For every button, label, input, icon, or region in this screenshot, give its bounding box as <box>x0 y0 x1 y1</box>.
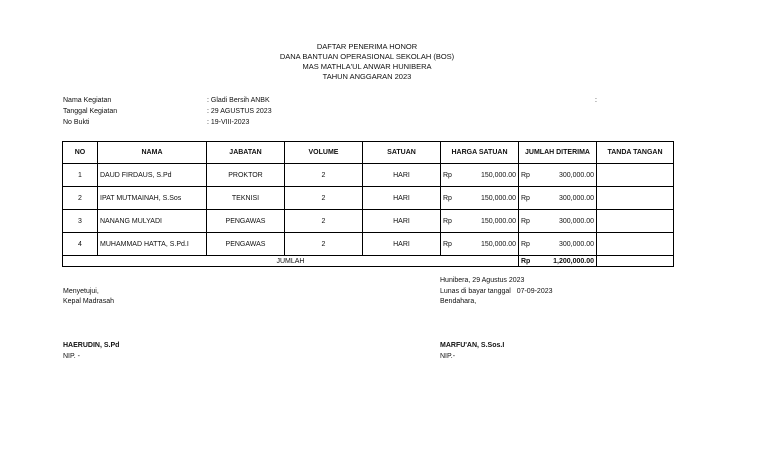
table-row <box>63 233 674 256</box>
meta-value-bukti: : 19-VIII-2023 <box>207 119 250 126</box>
meta-label-bukti: No Bukti <box>63 119 90 126</box>
cell-tanda-tangan <box>597 210 674 233</box>
kepala-name: HAERUDIN, S.Pd <box>63 342 120 349</box>
cell-jumlah-diterima <box>519 187 597 210</box>
cell-harga-satuan <box>441 187 519 210</box>
currency-label: Rp <box>443 217 452 225</box>
table-row <box>63 164 674 187</box>
amount: 300,000.00 <box>558 217 594 225</box>
col-header-jumlah-diterima: JUMLAH DITERIMA <box>519 142 597 164</box>
currency-label: Rp <box>443 194 452 202</box>
currency-label: Rp <box>521 257 531 265</box>
cell-volume: 2 <box>285 164 363 187</box>
honor-table <box>62 141 674 267</box>
cell-tanda-tangan <box>597 187 674 210</box>
amount: 150,000.00 <box>480 240 516 248</box>
place-date: Hunibera, 29 Agustus 2023 <box>440 277 525 284</box>
bendahara-nip: NIP.- <box>440 353 456 360</box>
cell-nama: NANANG MULYADI <box>98 210 207 233</box>
cell-harga-satuan <box>441 164 519 187</box>
amount: 150,000.00 <box>480 217 516 225</box>
currency-label: Rp <box>443 171 452 179</box>
cell-jabatan: PENGAWAS <box>207 210 285 233</box>
cell-no: 3 <box>63 210 98 233</box>
cell-satuan: HARI <box>363 233 441 256</box>
total-label: JUMLAH <box>63 256 519 267</box>
currency-label: Rp <box>443 240 452 248</box>
table-row <box>63 187 674 210</box>
col-header-volume: VOLUME <box>285 142 363 164</box>
cell-jabatan: TEKNISI <box>207 187 285 210</box>
currency-label: Rp <box>521 217 530 225</box>
paid-label: Lunas di bayar tanggal <box>440 288 511 295</box>
header-subtitle-bos: DANA BANTUAN OPERASIONAL SEKOLAH (BOS) <box>279 52 455 61</box>
cell-no: 4 <box>63 233 98 256</box>
header-year: TAHUN ANGGARAN 2023 <box>322 72 412 81</box>
bendahara-title: Bendahara, <box>440 298 477 305</box>
cell-tanda-tangan <box>597 164 674 187</box>
meta-value-kegiatan: : Gladi Bersih ANBK <box>207 97 270 104</box>
currency-label: Rp <box>521 194 530 202</box>
kepala-nip: NIP. - <box>63 353 80 360</box>
cell-nama: DAUD FIRDAUS, S.Pd <box>98 164 207 187</box>
amount: 300,000.00 <box>558 171 594 179</box>
cell-harga-satuan <box>441 210 519 233</box>
table-header-row <box>63 142 674 164</box>
cell-satuan: HARI <box>363 164 441 187</box>
currency-label: Rp <box>521 240 530 248</box>
total-amount <box>519 256 597 267</box>
meta-extra-colon: : <box>595 97 597 104</box>
currency-label: Rp <box>521 171 530 179</box>
document-header <box>0 42 734 82</box>
cell-volume: 2 <box>285 233 363 256</box>
amount: 150,000.00 <box>480 194 516 202</box>
cell-tanda-tangan <box>597 233 674 256</box>
meta-label-tanggal: Tanggal Kegiatan <box>63 108 118 115</box>
cell-nama: IPAT MUTMAINAH, S.Sos <box>98 187 207 210</box>
col-header-no: NO <box>63 142 98 164</box>
total-empty-cell <box>597 256 674 267</box>
col-header-jabatan: JABATAN <box>207 142 285 164</box>
header-title: DAFTAR PENERIMA HONOR <box>316 42 418 51</box>
meta-value-tanggal: : 29 AGUSTUS 2023 <box>207 108 272 115</box>
meta-label-kegiatan: Nama Kegiatan <box>63 97 112 104</box>
col-header-nama: NAMA <box>98 142 207 164</box>
cell-jabatan: PENGAWAS <box>207 233 285 256</box>
cell-satuan: HARI <box>363 210 441 233</box>
cell-harga-satuan <box>441 233 519 256</box>
cell-jumlah-diterima <box>519 164 597 187</box>
cell-volume: 2 <box>285 210 363 233</box>
cell-jumlah-diterima <box>519 210 597 233</box>
total-row <box>63 256 674 267</box>
approve-label: Menyetujui, <box>63 288 99 295</box>
header-school: MAS MATHLA'UL ANWAR HUNIBERA <box>302 62 432 71</box>
cell-volume: 2 <box>285 187 363 210</box>
amount: 300,000.00 <box>558 240 594 248</box>
table-row <box>63 210 674 233</box>
cell-jabatan: PROKTOR <box>207 164 285 187</box>
amount: 1,200,000.00 <box>553 257 594 265</box>
col-header-harga-satuan: HARGA SATUAN <box>441 142 519 164</box>
cell-no: 2 <box>63 187 98 210</box>
bendahara-name: MARFU'AN, S.Sos.I <box>440 342 505 349</box>
cell-satuan: HARI <box>363 187 441 210</box>
cell-jumlah-diterima <box>519 233 597 256</box>
amount: 300,000.00 <box>558 194 594 202</box>
paid-line <box>440 288 553 295</box>
col-header-satuan: SATUAN <box>363 142 441 164</box>
kepala-title: Kepal Madrasah <box>63 298 114 305</box>
cell-no: 1 <box>63 164 98 187</box>
amount: 150,000.00 <box>480 171 516 179</box>
col-header-tanda-tangan: TANDA TANGAN <box>597 142 674 164</box>
cell-nama: MUHAMMAD HATTA, S.Pd.I <box>98 233 207 256</box>
paid-date: 07-09-2023 <box>516 288 553 295</box>
